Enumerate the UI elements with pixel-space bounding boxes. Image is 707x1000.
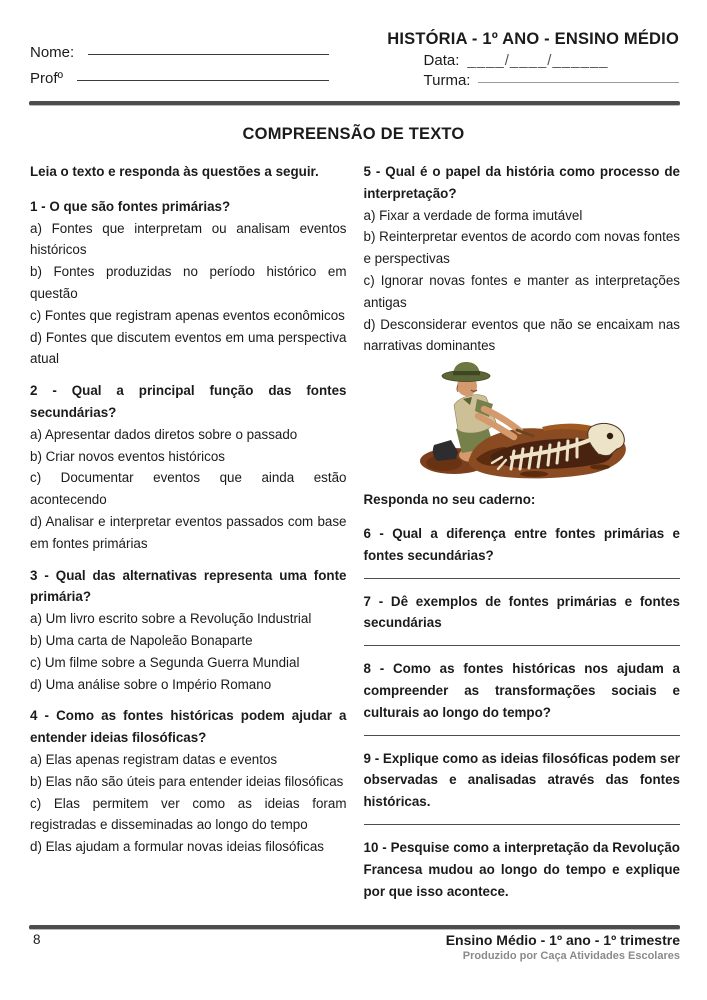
archaeologist-fossil-image [414,361,630,481]
question-5-option-c: c) Ignorar novas fontes e manter as interpretações antigas [363,272,680,310]
question-4-title: 4 - Como as fontes históricas podem ajudar a entender ideias filosóficas? [30,708,347,746]
class-field-row [424,72,679,89]
question-10 [364,837,681,902]
question-4-option-d: d) Elas ajudam a formular novas ideias filosóficas [30,839,324,855]
question-3-option-a: a) Um livro escrito sobre a Revolução Industrial [30,611,312,627]
question-9 [364,748,681,825]
question-1 [30,196,347,370]
instructions-text: Leia o texto e responda às questões a seguir. [30,164,319,179]
question-2 [30,380,347,554]
prof-fill-line [77,80,329,81]
question-1-option-c: c) Fontes que registram apenas eventos econômicos [30,307,345,323]
question-3-title: 3 - Qual das alternativas representa uma fonte primária? [30,567,347,605]
right-column [364,161,681,902]
question-7 [364,591,681,647]
class-fill-line [478,82,679,83]
footer-credits [446,932,680,962]
question-4-option-a: a) Elas apenas registram datas e eventos [30,751,278,767]
prof-field-row [30,70,329,87]
question-7-title: 7 - Dê exemplos de fontes primárias e fontes secundárias [363,593,680,631]
question-8-title: 8 - Como as fontes históricas nos ajudam a compreender as transformações sociais e culturais ao longo do tempo? [363,661,680,720]
question-2-option-c: c) Documentar eventos que ainda estão acontecendo [30,470,347,508]
question-5-option-b: b) Reinterpretar eventos de acordo com novas fontes e perspectivas [363,229,680,267]
notebook-section-heading: Responda no seu caderno: [363,492,536,508]
date-label: Data: [423,52,460,69]
question-6 [364,523,681,579]
question-4 [30,705,347,858]
answer-line [364,813,681,825]
course-title: HISTÓRIA - 1º ANO - ENSINO MÉDIO [387,30,679,48]
date-field-row [424,52,679,69]
edition-text: Ensino Médio - 1º ano - 1º trimestre [445,932,680,948]
name-field-row [30,44,329,61]
answer-line [364,634,681,646]
question-4-option-c: c) Elas permitem ver como as ideias foram registradas e disseminadas ao longo do tempo [30,795,347,833]
prof-label: Profº [30,70,63,87]
question-5-title: 5 - Qual é o papel da história como processo de interpretação? [363,164,680,201]
question-3-option-b: b) Uma carta de Napoleão Bonaparte [30,632,253,648]
question-1-option-d: d) Fontes que discutem eventos em uma perspectiva atual [30,329,347,367]
header [0,0,707,96]
question-1-option-b: b) Fontes produzidas no período histórico em questão [30,264,347,301]
question-2-option-d: d) Analisar e interpretar eventos passados com base em fontes primárias [30,513,347,551]
question-8 [364,658,681,735]
archaeologist-fossil-illustration [364,361,681,481]
name-label: Nome: [30,44,75,61]
date-fill-blank: ____/____/______ [467,52,609,69]
question-5-option-d: d) Desconsiderar eventos que não se encaixam nas narrativas dominantes [363,316,680,354]
worksheet-body [0,161,707,902]
question-3-option-d: d) Uma análise sobre o Império Romano [30,676,272,692]
header-divider [29,101,680,106]
producer-credit-text: Produzido por Caça Atividades Escolares [462,950,680,962]
name-fill-line [88,54,328,55]
question-5-option-a: a) Fixar a verdade de forma imutável [363,207,583,223]
question-2-option-a: a) Apresentar dados diretos sobre o passado [30,426,298,442]
answer-line [364,724,681,736]
question-6-title: 6 - Qual a diferença entre fontes primárias e fontes secundárias? [363,525,680,563]
question-4-option-b: b) Elas não são úteis para entender ideias filosóficas [30,773,344,789]
question-3 [30,565,347,696]
question-10-title: 10 - Pesquise como a interpretação da Revolução Francesa mudou ao longo do tempo e explique por que isso acontece. [363,839,680,899]
page-number: 8 [33,932,41,947]
left-column [30,161,347,902]
question-9-title: 9 - Explique como as ideias filosóficas podem ser observadas e analisadas através das fontes históricas. [363,750,680,810]
question-1-option-a: a) Fontes que interpretam ou analisam eventos históricos [30,220,347,258]
question-2-title: 2 - Qual a principal função das fontes secundárias? [30,383,347,420]
question-3-option-c: c) Um filme sobre a Segunda Guerra Mundial [30,654,300,670]
class-label: Turma: [423,72,471,89]
footer [0,920,707,962]
page-title: COMPREENSÃO DE TEXTO [242,125,465,143]
answer-line [364,567,681,579]
question-1-title: 1 - O que são fontes primárias? [30,198,231,214]
header-student-fields [30,30,329,96]
question-2-option-b: b) Criar novos eventos históricos [30,448,225,464]
question-5 [364,161,681,357]
footer-row [0,930,707,962]
header-course-block [329,30,679,96]
